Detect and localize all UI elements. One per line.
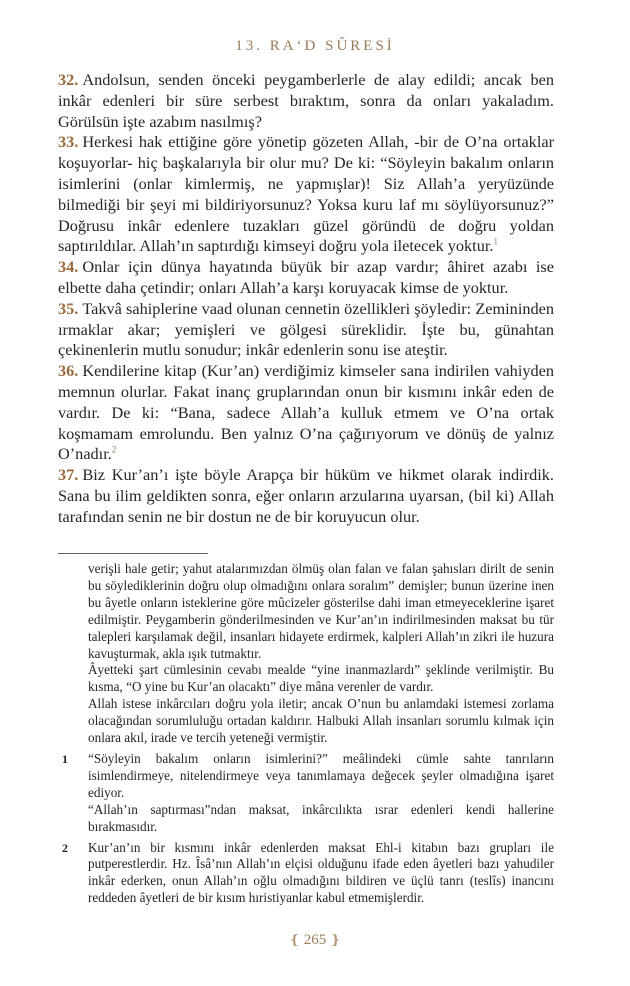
verse-number: 36.: [58, 361, 79, 381]
footnote-paragraph: Kur’an’ın bir kısmını inkâr edenlerden maksat Ehl-i kitabın bazı grupları ile putperestlerdir. Hz. Îsâ’nın Allah’ın elçisi olduğunu ifade eden âyetleri bazı yahudiler inkâr ederken, onun Allah’ın oğlu olmadığını bildiren ve üçlü tanrı (teslîs) inancını reddeden âyetleri de bir kısım hıristiyanlar kabul etmemişlerdir.: [88, 839, 554, 906]
verse-body: [58, 70, 554, 528]
footnote-number: 1: [62, 751, 68, 766]
footnote-ref[interactable]: 2: [111, 444, 117, 455]
footnote-continued: [62, 561, 554, 747]
ornament-right-icon: ❵: [330, 932, 341, 947]
verse-text: Kendilerine kitap (Kur’an) verdiğimiz kimseler sana indirilen vahiyden memnun olurlar. Fakat inanç gruplarından onun bir kısmını inkâr eden de vardır. De ki: “Bana, sadece Allah’a kulluk etmem ve O’na ortak koşmamam emrolundu. Ben yalnız O’na çağırıyorum ve dönüş de yalnız O’nadır.: [58, 361, 554, 464]
verse-32: [58, 70, 554, 132]
verse-35: [58, 299, 554, 361]
footnote-2: [62, 840, 554, 908]
verse-text: Takvâ sahiplerine vaad olunan cennetin özellikleri şöyledir: Zemininden ırmaklar akar; yemişleri ve gölgesi süreklidir. İşte bu, günahtan çekinenlerin mutlu sonudur; inkâr edenlerin sonu ise ateştir.: [58, 298, 554, 360]
verse-34: [58, 257, 554, 299]
verse-33: [58, 132, 554, 257]
verse-text: Andolsun, senden önceki peygamberlerle de alay edildi; ancak ben inkâr edenleri bir süre serbest bıraktım, sonra da onları yakaladım. Görülsün işte azabım nasılmış?: [58, 70, 554, 131]
page-number: [0, 932, 630, 949]
footnote-paragraph: verişli hale getir; yahut atalarımızdan ölmüş olan falan ve falan şahısları dirilt de senin bu söylediklerinin doğru olup olmadığını onlara soralım” demişler; bunun üzerine inen bu âyetle onların isteklerine göre mûcizeler gösterilse dahi iman etmeyeceklerine işaret edilmiştir. Peygamberin gönderilmesinden ve Kur’an’ın indirilmesinden maksat bu tür talepleri karşılamak değil, insanları hidayete erdirmek, kalpleri Allah’ın zikri ile huzura kavuşturmak, akla ışık tutmaktır.: [88, 561, 554, 661]
ornament-left-icon: ❴: [289, 932, 300, 947]
page-number-value: 265: [303, 932, 327, 948]
verse-text: Biz Kur’an’ı işte böyle Arapça bir hüküm ve hikmet olarak indirdik. Sana bu ilim geldikten sonra, eğer onların arzularına uyarsan, (bil ki) Allah tarafından senin ne bir dostun ne de bir koruyucun olur.: [58, 465, 554, 526]
verse-number: 33.: [58, 132, 79, 152]
surah-title: 13. RA‘D SÛRESİ: [235, 38, 395, 54]
verse-number: 34.: [58, 257, 79, 277]
verse-text: Onlar için dünya hayatında büyük bir azap vardır; âhiret azabı ise elbette daha çetindir; onları Allah’a karşı koruyacak kimse de yoktur.: [58, 257, 554, 297]
verse-number: 32.: [58, 70, 79, 89]
footnote-paragraph: Âyetteki şart cümlesinin cevabı mealde “yine inanmazlardı” şeklinde verilmiştir. Bu kısma, “O yine bu Kur’an olacaktı” diye mâna verenler de vardır.: [88, 662, 554, 695]
verse-text: Herkesi hak ettiğine göre yönetip gözeten Allah, -bir de O’na ortaklar koşuyorlar- hiç başkalarıyla bir olur mu? De ki: “Söyleyin bakalım onların isimlerini (onlar kimlermiş, ne yapmışlar)! Siz Allah’a yeryüzünde bilmediği bir şeyi mi bildiriyorsunuz? Yoksa kuru laf mı söylüyorsunuz?” Doğrusu inkâr edenlere tuzakları güzel göründü de doğru yoldan saptırıldılar. Allah’ın saptırdığı kimseyi doğru yola iletecek yoktur.: [58, 132, 554, 256]
footnote-paragraph: “Allah’ın saptırması”ndan maksat, inkârcılıkta ısrar edenleri kendi hallerine bırakmasıdır.: [88, 801, 554, 834]
verse-36: [58, 361, 554, 465]
footnote-1: [62, 751, 554, 836]
verse-number: 35.: [58, 298, 79, 318]
footnotes: [62, 561, 554, 907]
footnote-paragraph: Allah istese inkârcıları doğru yola iletir; ancak O’nun bu anlamdaki istemesi zorlama olacağından sorumluluğu ortadan kaldırır. Halbuki Allah insanları sorumlu kılmak için onlara akıl, irade ve tercih yeteneği vermiştir.: [88, 696, 554, 746]
footnote-ref[interactable]: 1: [493, 236, 498, 247]
footnote-number: 2: [62, 840, 68, 855]
verse-37: [58, 465, 554, 527]
footnote-paragraph: “Söyleyin bakalım onların isimlerini?” meâlindeki cümle sahte tanrıların isimlendirmeye, nitelendirmeye veya tanımlamaya değecek şeyler olmadığına işaret ediyor.: [88, 750, 554, 800]
verse-number: 37.: [58, 465, 79, 485]
footnote-divider: [58, 553, 208, 554]
